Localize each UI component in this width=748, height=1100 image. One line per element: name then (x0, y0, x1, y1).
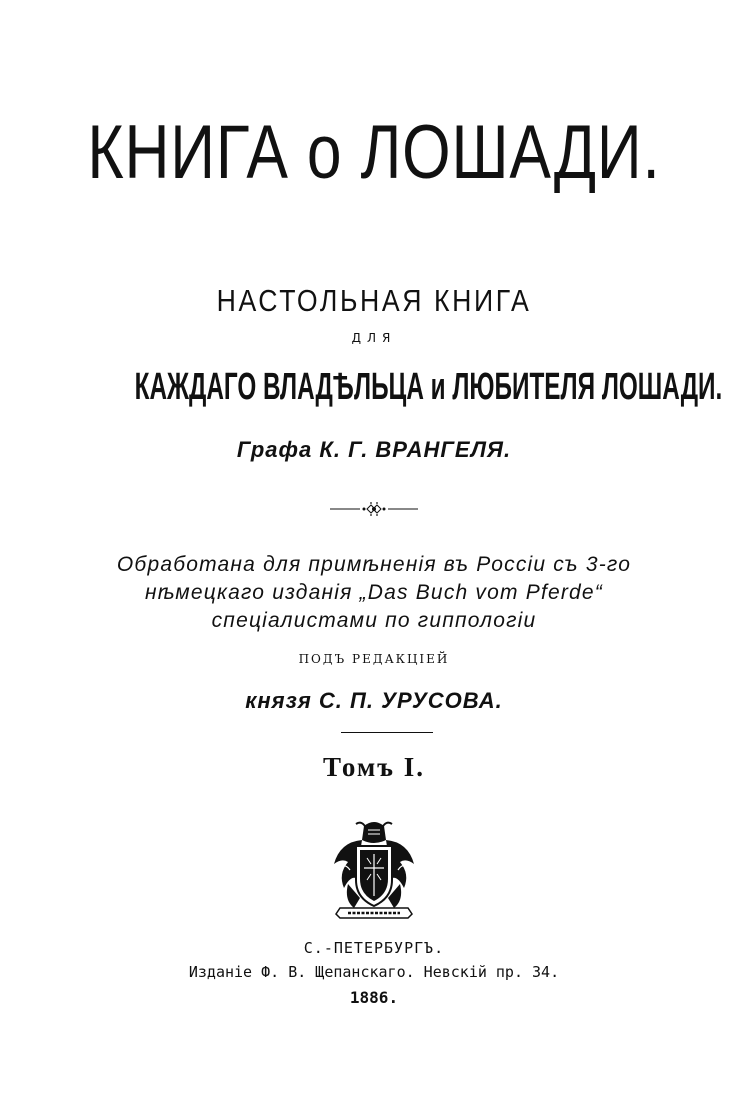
publisher-coat-of-arms-icon (326, 818, 422, 922)
adaptation-line-3: спеціалистами по гиппологіи (211, 609, 537, 632)
book-title: КНИГА о ЛОШАДИ. (87, 110, 661, 195)
editor-name: князя С. П. УРУСОВА. (245, 688, 503, 713)
adaptation-line-2: нѣмецкаго изданія „Das Buch vom Pferde“ (144, 581, 604, 604)
publication-year: 1886. (349, 988, 399, 1007)
subtitle-line-2: КАЖДАГО ВЛАДѢЛЬЦА и ЛЮБИТЕЛЯ ЛОШАДИ. (134, 366, 723, 408)
ornament-divider-icon (0, 499, 748, 519)
subtitle-line-1: НАСТОЛЬНАЯ КНИГА (216, 283, 532, 318)
publication-city: С.-ПЕТЕРБУРГЪ. (303, 939, 445, 957)
horizontal-rule (341, 732, 433, 733)
adaptation-line-1: Обработана для примѣненія въ Россіи съ 3-го (116, 553, 632, 576)
author: Графа К. Г. ВРАНГЕЛЯ. (236, 437, 512, 462)
publisher: Изданіе Ф. В. Щепанскаго. Невскій пр. 34. (188, 963, 560, 981)
subtitle-for: ДЛЯ (351, 331, 397, 345)
volume-number: Томъ I. (323, 752, 425, 782)
editor-prefix: ПОДЪ РЕДАКЦІЕЙ (298, 652, 450, 666)
